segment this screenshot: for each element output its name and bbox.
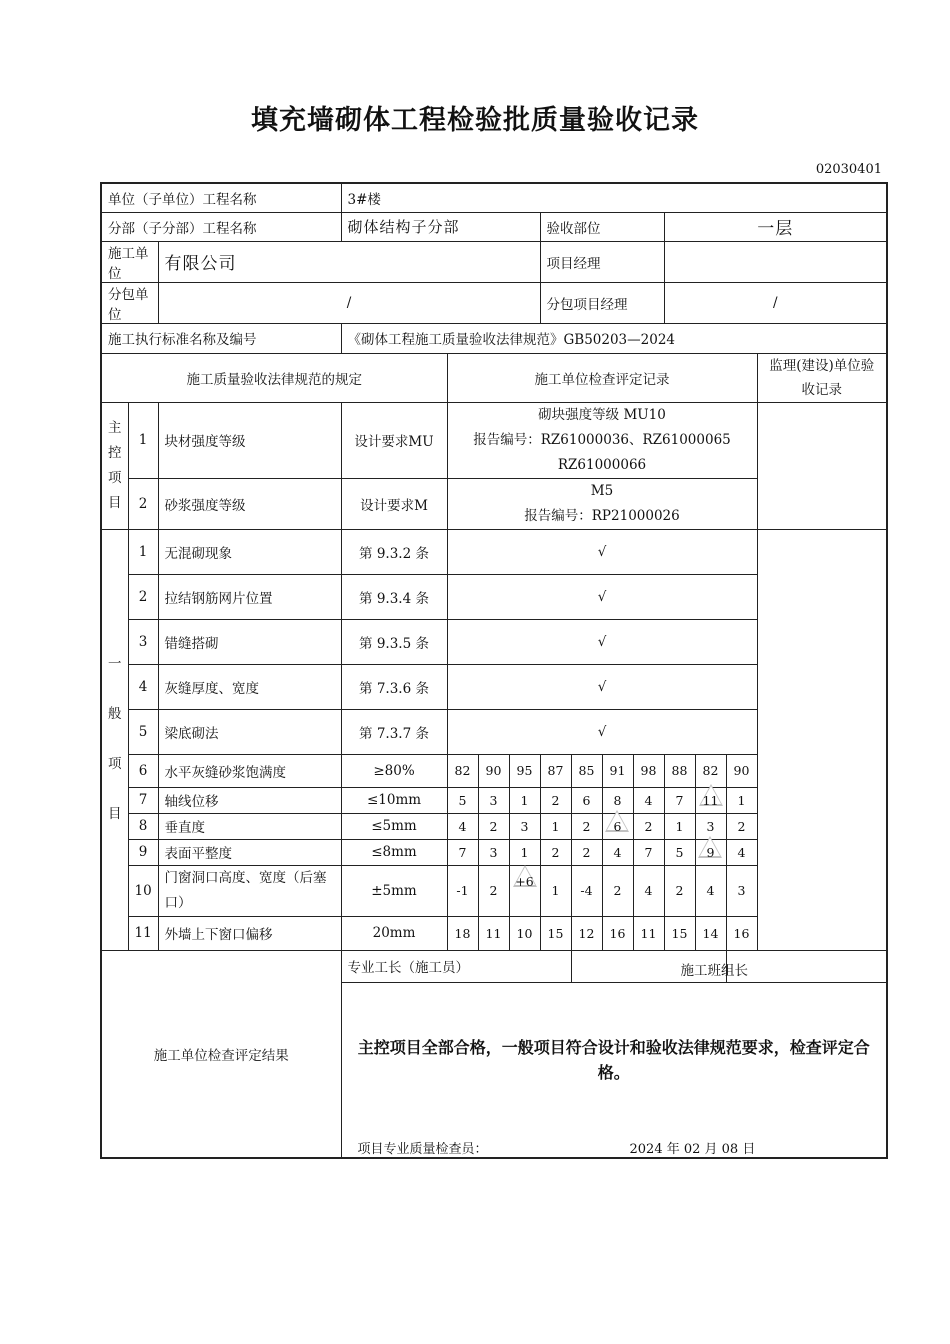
general-item-requirement: ≥80% — [341, 754, 447, 787]
general-item-name: 灰缝厚度、宽度 — [158, 664, 341, 709]
measure-value: 10 — [509, 916, 540, 950]
measure-value: 16 — [602, 916, 633, 950]
measure-value: 2 — [602, 865, 633, 916]
sub-pm-value: / — [664, 282, 887, 323]
part-value: 一层 — [664, 212, 887, 241]
measure-value: 4 — [447, 813, 478, 839]
general-item-no: 8 — [128, 813, 158, 839]
measure-value: 2 — [478, 813, 509, 839]
main-items-supervision-cell — [757, 402, 887, 529]
main-item-name: 块材强度等级 — [158, 402, 341, 478]
main-item-name: 砂浆强度等级 — [158, 478, 341, 529]
subdivision-value: 砌体结构子分部 — [341, 212, 540, 241]
main-item-result: 砌块强度等级 MU10 报告编号：RZ61000036、RZ61000065 RZ61000066 — [447, 402, 757, 478]
measure-value: 2 — [540, 787, 571, 813]
measure-value: 14 — [695, 916, 726, 950]
measure-value: 2 — [664, 865, 695, 916]
general-item-name: 外墙上下窗口偏移 — [158, 916, 341, 950]
team-leader-label: 施工班组长 — [680, 962, 749, 979]
general-item-no: 11 — [128, 916, 158, 950]
general-item-no: 2 — [128, 574, 158, 619]
measure-value: 4 — [726, 839, 757, 865]
general-item-result: √ — [447, 664, 757, 709]
general-item-requirement: ≤8mm — [341, 839, 447, 865]
main-item-no: 1 — [128, 402, 158, 478]
team-leader-cell — [680, 950, 887, 982]
supervision-column-header: 监理(建设)单位验收记录 — [757, 353, 887, 402]
measure-value-flagged — [602, 813, 633, 839]
measure-value: 2 — [540, 839, 571, 865]
measure-value: 12 — [571, 916, 602, 950]
measure-value: 5 — [664, 839, 695, 865]
measure-value: 15 — [540, 916, 571, 950]
measure-value-flagged — [695, 839, 726, 865]
general-item-no: 6 — [128, 754, 158, 787]
measure-value: 4 — [633, 865, 664, 916]
measure-value: 1 — [540, 865, 571, 916]
measure-value: 7 — [633, 839, 664, 865]
measure-value: 16 — [726, 916, 757, 950]
general-items-supervision-cell — [757, 529, 887, 950]
general-item-name: 表面平整度 — [158, 839, 341, 865]
general-item-result: √ — [447, 619, 757, 664]
inspector-label: 项目专业质量检查员： — [357, 1141, 488, 1157]
warning-triangle-icon: 6 — [613, 818, 622, 834]
measure-value: 1 — [509, 787, 540, 813]
measure-value: 85 — [571, 754, 602, 787]
measure-value: 6 — [571, 787, 602, 813]
main-items-group-label: 主 控 项 目 — [101, 402, 128, 529]
measure-value-flagged — [509, 865, 540, 916]
unit-label: 单位（子单位）工程名称 — [101, 183, 341, 212]
constructor-label: 施工单位 — [101, 241, 158, 282]
general-item-no: 9 — [128, 839, 158, 865]
main-item-requirement: 设计要求M — [341, 478, 447, 529]
subdivision-label: 分部（子分部）工程名称 — [101, 212, 341, 241]
main-item-requirement: 设计要求MU — [341, 402, 447, 478]
form-code: 02030401 — [815, 162, 882, 177]
measure-value: 1 — [540, 813, 571, 839]
general-item-name: 拉结钢筋网片位置 — [158, 574, 341, 619]
warning-triangle-icon: 11 — [702, 792, 719, 808]
page-title: 填充墙砌体工程检验批质量验收记录 — [251, 105, 699, 136]
general-item-requirement: ≤10mm — [341, 787, 447, 813]
inspection-date: 2024 年 02 月 08 日 — [629, 1141, 756, 1157]
check-column-header: 施工单位检查评定记录 — [447, 353, 757, 402]
main-item-no: 2 — [128, 478, 158, 529]
general-item-requirement: 第 9.3.5 条 — [341, 619, 447, 664]
inspection-record-table — [100, 182, 888, 1159]
measure-value: 1 — [726, 787, 757, 813]
measure-value: 82 — [447, 754, 478, 787]
measure-value: 4 — [695, 865, 726, 916]
measure-value: 3 — [509, 813, 540, 839]
general-item-no: 4 — [128, 664, 158, 709]
general-item-name: 门窗洞口高度、宽度（后塞口） — [158, 865, 341, 916]
measure-value: 15 — [664, 916, 695, 950]
general-item-name: 梁底砌法 — [158, 709, 341, 754]
measure-value: 2 — [571, 839, 602, 865]
spec-column-header: 施工质量验收法律规范的规定 — [101, 353, 447, 402]
sub-pm-label: 分包项目经理 — [540, 282, 664, 323]
measure-value: 3 — [695, 813, 726, 839]
measure-value: 2 — [571, 813, 602, 839]
general-item-requirement: 第 7.3.7 条 — [341, 709, 447, 754]
measure-value: 8 — [602, 787, 633, 813]
general-item-requirement: 第 7.3.6 条 — [341, 664, 447, 709]
measure-value: 11 — [633, 916, 664, 950]
general-item-name: 轴线位移 — [158, 787, 341, 813]
general-item-requirement: 第 9.3.4 条 — [341, 574, 447, 619]
measure-value: 4 — [602, 839, 633, 865]
general-item-result: √ — [447, 709, 757, 754]
measure-value-flagged — [695, 787, 726, 813]
warning-triangle-icon: +6 — [515, 873, 534, 889]
measure-value: 7 — [664, 787, 695, 813]
general-item-name: 无混砌现象 — [158, 529, 341, 574]
measure-value: 11 — [478, 916, 509, 950]
measure-value: 4 — [633, 787, 664, 813]
general-items-group-label: 一 般 项 目 — [101, 529, 128, 950]
general-item-result: √ — [447, 574, 757, 619]
unit-value: 3#楼 — [341, 183, 887, 212]
measure-value: 90 — [726, 754, 757, 787]
general-item-no: 7 — [128, 787, 158, 813]
general-item-result: √ — [447, 529, 757, 574]
subcontractor-label: 分包单位 — [101, 282, 158, 323]
measure-value: 95 — [509, 754, 540, 787]
measure-value: -4 — [571, 865, 602, 916]
general-item-no: 1 — [128, 529, 158, 574]
measure-value: 91 — [602, 754, 633, 787]
measure-value: 1 — [509, 839, 540, 865]
conclusion-text: 主控项目全部合格，一般项目符合设计和验收法律规范要求，检查评定合格。 — [357, 1037, 870, 1082]
conclusion-cell — [341, 982, 887, 1158]
measure-value: 2 — [633, 813, 664, 839]
part-label: 验收部位 — [540, 212, 664, 241]
general-item-name: 垂直度 — [158, 813, 341, 839]
measure-value: 98 — [633, 754, 664, 787]
measure-value: 88 — [664, 754, 695, 787]
measure-value: 82 — [695, 754, 726, 787]
measure-value: 1 — [664, 813, 695, 839]
project-manager-label: 项目经理 — [540, 241, 664, 282]
general-item-name: 水平灰缝砂浆饱满度 — [158, 754, 341, 787]
foreman-label: 专业工长（施工员） — [341, 950, 571, 982]
general-item-requirement: 20mm — [341, 916, 447, 950]
measure-value: -1 — [447, 865, 478, 916]
result-label: 施工单位检查评定结果 — [101, 950, 341, 1158]
constructor-value: 有限公司 — [158, 241, 540, 282]
general-item-requirement: ±5mm — [341, 865, 447, 916]
standard-label: 施工执行标准名称及编号 — [101, 323, 341, 353]
measure-value: 90 — [478, 754, 509, 787]
measure-value: 3 — [726, 865, 757, 916]
general-item-name: 错缝搭砌 — [158, 619, 341, 664]
general-item-requirement: 第 9.3.2 条 — [341, 529, 447, 574]
measure-value: 2 — [726, 813, 757, 839]
main-item-result: M5 报告编号：RP21000026 — [447, 478, 757, 529]
measure-value: 3 — [478, 787, 509, 813]
general-item-no: 10 — [128, 865, 158, 916]
warning-triangle-icon: 9 — [706, 844, 715, 860]
general-item-no: 3 — [128, 619, 158, 664]
measure-value: 7 — [447, 839, 478, 865]
general-item-no: 5 — [128, 709, 158, 754]
project-manager-value — [664, 241, 887, 282]
measure-value: 5 — [447, 787, 478, 813]
general-item-requirement: ≤5mm — [341, 813, 447, 839]
subcontractor-value: / — [158, 282, 540, 323]
measure-value: 3 — [478, 839, 509, 865]
standard-value: 《砌体工程施工质量验收法律规范》GB50203—2024 — [341, 323, 887, 353]
measure-value: 87 — [540, 754, 571, 787]
measure-value: 2 — [478, 865, 509, 916]
measure-value: 18 — [447, 916, 478, 950]
inspector-line — [342, 1138, 887, 1157]
